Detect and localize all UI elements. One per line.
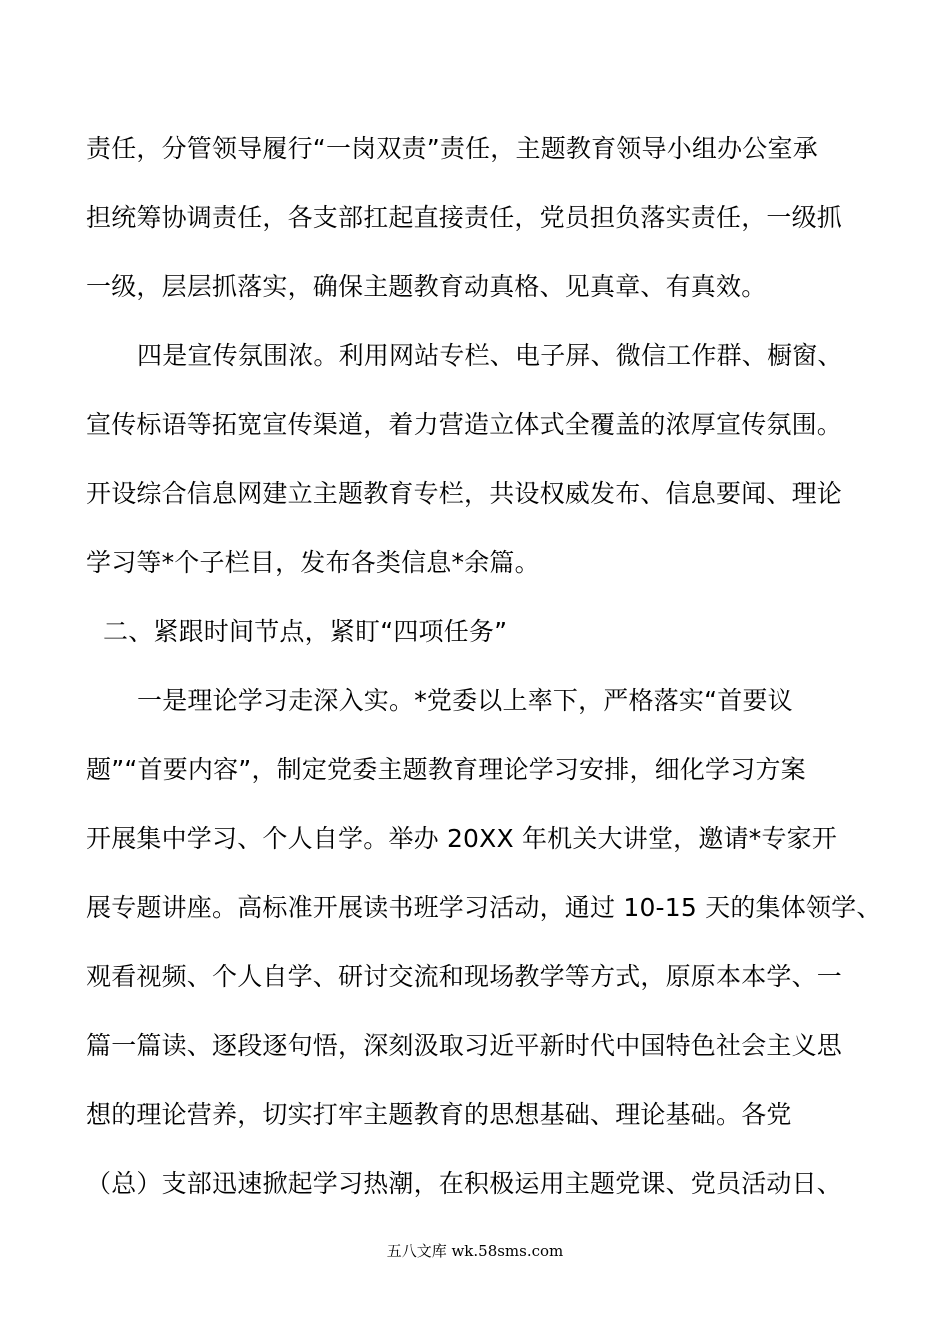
page-footer: 五八文库 wk.58sms.com (386, 1242, 564, 1260)
paragraph-line: 题”“首要内容”，制定党委主题教育理论学习安排，细化学习方案 (86, 755, 806, 784)
paragraph-line: 一级，层层抓落实，确保主题教育动真格、见真章、有真效。 (86, 272, 767, 301)
paragraph-line: 想的理论营养，切实打牢主题教育的思想基础、理论基础。各党 (86, 1100, 792, 1129)
paragraph-line: 学习等*个子栏目，发布各类信息*余篇。 (86, 548, 540, 577)
paragraph-line: 四是宣传氛围浓。利用网站专栏、电子屏、微信工作群、橱窗、 (137, 341, 843, 370)
paragraph-line: 一是理论学习走深入实。*党委以上率下，严格落实“首要议 (137, 686, 793, 715)
paragraph-line: 责任，分管领导履行“一岗双责”责任，主题教育领导小组办公室承 (86, 134, 818, 163)
paragraph-line: 宣传标语等拓宽宣传渠道，着力营造立体式全覆盖的浓厚宣传氛围。 (86, 410, 843, 439)
paragraph-line: 篇一篇读、逐段逐句悟，深刻汲取习近平新时代中国特色社会主义思 (86, 1031, 843, 1060)
paragraph-line: （总）支部迅速掀起学习热潮，在积极运用主题党课、党员活动日、 (86, 1169, 843, 1198)
paragraph-line: 展专题讲座。高标准开展读书班学习活动，通过 10-15 天的集体领学、 (86, 893, 882, 922)
paragraph-line: 担统筹协调责任，各支部扛起直接责任，党员担负落实责任，一级抓 (86, 203, 843, 232)
paragraph-line: 开设综合信息网建立主题教育专栏，共设权威发布、信息要闻、理论 (86, 479, 843, 508)
section-heading: 二、紧跟时间节点，紧盯“四项任务” (103, 617, 508, 646)
paragraph-line: 观看视频、个人自学、研讨交流和现场教学等方式，原原本本学、一 (86, 962, 843, 991)
paragraph-line: 开展集中学习、个人自学。举办 20XX 年机关大讲堂，邀请*专家开 (86, 824, 838, 853)
